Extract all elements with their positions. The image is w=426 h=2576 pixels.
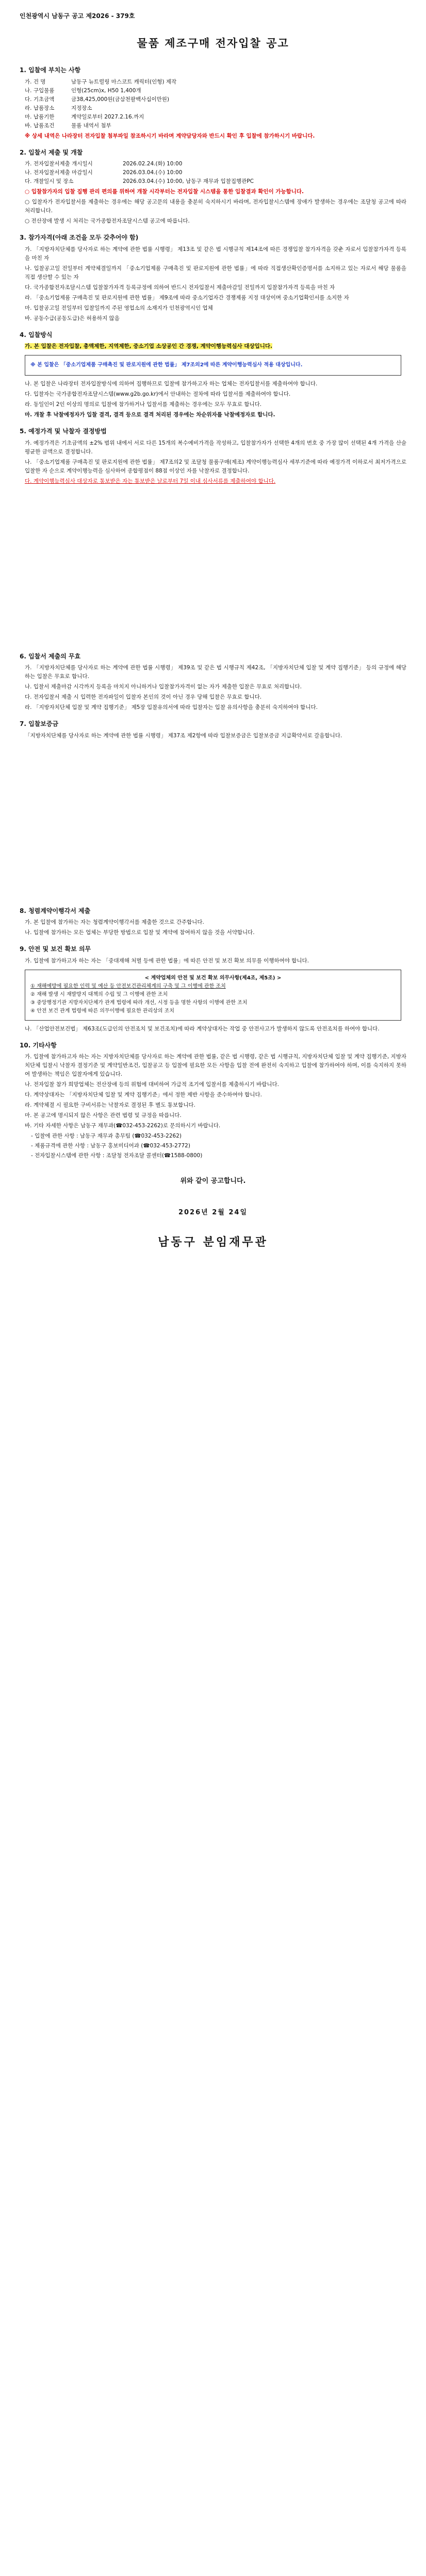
s1-row-value: 지정장소 xyxy=(71,105,92,111)
s3-p2: 나. 입찰공고일 전일부터 계약체결일까지 「중소기업제품 구매촉진 및 판로지원에 관한 법률」에 따라 직접생산확인증명서를 소지하고 있는 자로서 해당 물품을 직접 생산할 수 있는 자 xyxy=(25,265,406,280)
s2-row-key: 다. 개찰일시 및 장소 xyxy=(25,178,74,185)
s10-contact-3: - 전자입찰시스템에 관한 사항 : 조달청 전자조달 콜센터(☎1588-0800) xyxy=(31,1152,203,1159)
s3-p5: 마. 입찰공고일 전일부터 입찰일까지 주된 영업소의 소재지가 인천광역시인 업체 xyxy=(25,304,213,311)
s1-note: ※ 상세 내역은 나라장터 전자입찰 첨부파일 참조하시기 바라며 계약담당자와 반드시 확인 후 입찰에 참가하시기 바랍니다. xyxy=(25,132,315,139)
s1-row xyxy=(25,87,406,95)
s4-notice-box xyxy=(25,355,401,376)
section-3 xyxy=(20,233,406,323)
section-10-heading: 10. 기타사항 xyxy=(20,1041,57,1049)
notice-date: 2026년 2월 24일 xyxy=(178,1209,248,1216)
s1-row-key: 다. 기초금액 xyxy=(25,96,55,103)
s5-p3: 다. 계약이행능력심사 대상자로 통보받은 자는 통보받은 날로부터 7일 이내 심사서류를 제출하여야 합니다. xyxy=(25,478,276,484)
section-6 xyxy=(20,652,406,712)
section-1 xyxy=(20,65,406,140)
s3-p4: 라. 「중소기업제품 구매촉진 및 판로지원에 관한 법률」 제9조에 따라 중소기업자간 경쟁제품 지정 대상이며 중소기업확인서를 소지한 자 xyxy=(25,294,349,301)
s2-row xyxy=(25,177,406,186)
s2-row xyxy=(25,168,406,177)
s2-p3: ○ 전산장애 발생 시 처리는 국가종합전자조달시스템 공고에 따릅니다. xyxy=(25,218,190,225)
document-title: 물품 제조구매 전자입찰 공고 xyxy=(137,37,289,50)
s1-row-value: 계약일로부터 2027.2.16.까지 xyxy=(71,113,144,120)
section-5-heading: 5. 예정가격 및 낙찰자 결정방법 xyxy=(20,428,107,435)
s2-row-value: 2026.03.04.(수) 10:00, 남동구 재무과 입찰집행관PC xyxy=(123,178,254,185)
s4-p4: 다. 입찰자는 국가종합전자조달시스템(www.g2b.go.kr)에서 안내하는 절차에 따라 입찰서를 제출하여야 합니다. xyxy=(25,391,291,398)
page-gap xyxy=(20,493,406,648)
s1-row-value: 금38,425,000원(금삼천팔백사십이만원) xyxy=(71,96,170,103)
s1-row xyxy=(25,113,406,122)
s1-row-value: 인형(25cm)x, H50 1,400개 xyxy=(71,87,141,94)
s9-box-item: ① 재해예방에 필요한 인력 및 예산 등 안전보건관리체계의 구축 및 그 이행에 관한 조치 xyxy=(30,983,226,989)
s4-p3: 나. 본 입찰은 나라장터 전자입찰방식에 의하여 집행하므로 입찰에 참가하고자 하는 업체는 전자입찰서를 제출하여야 합니다. xyxy=(25,381,318,387)
s1-row-key: 가. 건 명 xyxy=(25,78,46,85)
s2-row-value: 2026.03.04.(수) 10:00 xyxy=(123,170,183,176)
s9-box-item: ④ 안전 보건 관계 법령에 따른 의무이행에 필요한 관리상의 조치 xyxy=(30,1008,175,1014)
closing-text: 위와 같이 공고합니다. xyxy=(180,1177,246,1185)
section-9 xyxy=(20,944,406,1033)
s10-p6: 바. 기타 자세한 사항은 남동구 재무과(☎032-453-2262)로 문의하시기 바랍니다. xyxy=(25,1122,221,1129)
s6-p2: 나. 입찰서 제출마감 시각까지 등록을 마치지 아니하거나 입찰참가자격이 없는 자가 제출한 입찰은 무효로 처리합니다. xyxy=(25,684,302,690)
section-5 xyxy=(20,427,406,485)
section-8-heading: 8. 청렴계약이행각서 제출 xyxy=(20,907,91,914)
s6-p1: 가. 「지방자치단체를 당사자로 하는 계약에 관한 법률 시행령」 제39조 및 같은 법 시행규칙 제42조, 「지방자치단체 입찰 및 계약 집행기준」 등의 규정에 해당하는 입찰은 무효로 합니다. xyxy=(25,665,406,680)
s2-p2: ○ 입찰자가 전자입찰서를 제출하는 경우에는 해당 공고문의 내용을 충분히 숙지하시기 바라며, 전자입찰시스템에 장애가 발생하는 경우에는 조달청 공고에 따라 처리합니다. xyxy=(25,199,406,214)
s2-rows xyxy=(20,160,406,186)
issuing-organization: 남동구 분임재무관 xyxy=(158,1236,268,1249)
s4-p2: ※ 본 입찰은 「중소기업제품 구매촉진 및 판로지원에 관한 법률」 제7조의2에 따른 계약이행능력심사 적용 대상입니다. xyxy=(30,362,303,368)
s2-row-key: 나. 전자입찰서제출 마감일시 xyxy=(25,170,93,176)
s8-p1: 가. 본 입찰에 참가하는 자는 청렴계약이행각서를 제출한 것으로 간주합니다. xyxy=(25,919,204,926)
section-4-heading: 4. 입찰방식 xyxy=(20,331,53,338)
s10-p3: 다. 계약상대자는 「지방자치단체 입찰 및 계약 집행기준」에서 정한 제반 사항을 준수하여야 합니다. xyxy=(25,1091,262,1098)
s10-p2: 나. 전자입찰 참가 희망업체는 전산장애 등의 위험에 대비하여 가급적 조기에 입찰서를 제출하시기 바랍니다. xyxy=(25,1081,280,1088)
s3-p6: 바. 공동수급(공동도급)은 허용하지 않음 xyxy=(25,315,120,321)
section-1-heading: 1. 입찰에 부치는 사항 xyxy=(20,66,81,74)
s9-p1: 가. 입찰에 참가하고자 하는 자는 「중대재해 처벌 등에 관한 법률」에 따른 안전 및 보건 확보 의무를 이행하여야 합니다. xyxy=(25,957,309,964)
s2-row xyxy=(25,160,406,168)
s1-row xyxy=(25,104,406,113)
s9-box-title: < 계약업체의 안전 및 보건 확보 의무사항(제4조, 제5조) > xyxy=(144,975,282,981)
s9-box-item: ③ 중앙행정기관 지방자치단체가 관계 법령에 따라 개선, 시정 등을 명한 사항의 이행에 관한 조치 xyxy=(30,1000,248,1006)
s7-p1: 「지방자치단체를 당사자로 하는 계약에 관한 법률 시행령」 제37조 제2항에 따라 입찰보증금은 입찰보증금 지급확약서로 갈음합니다. xyxy=(25,732,342,739)
page-gap-2 xyxy=(20,748,406,902)
s3-p3: 다. 국가종합전자조달시스템 입찰참가자격 등록규정에 의하여 반드시 전자입찰서 제출마감일 전일까지 입찰참가자격 등록을 마친 자 xyxy=(25,284,335,291)
s5-p1: 가. 예정가격은 기초금액의 ±2% 범위 내에서 서로 다른 15개의 복수예비가격을 작성하고, 입찰참가자가 선택한 4개의 번호 중 가장 많이 선택된 4개 가격을 산술평균한 금액으로 결정합니다. xyxy=(25,439,406,455)
s4-p6: 마. 개찰 후 낙찰예정자가 입찰 결격, 결격 등으로 결격 처리된 경우에는 차순위자를 낙찰예정자로 합니다. xyxy=(25,412,275,418)
s1-row-key: 바. 납품조건 xyxy=(25,122,55,129)
section-4 xyxy=(20,330,406,420)
section-7 xyxy=(20,719,406,740)
s8-p2: 나. 입찰에 참가하는 모든 업체는 부당한 방법으로 입찰 및 계약에 참여하지 않을 것을 서약합니다. xyxy=(25,929,255,936)
s10-contact-2: - 제품규격에 관한 사항 : 남동구 홍보미디어과 (☎032-453-2772) xyxy=(31,1142,190,1149)
section-2-heading: 2. 입찰서 제출 및 개찰 xyxy=(20,148,83,156)
s1-row xyxy=(25,78,406,87)
s1-rows xyxy=(20,78,406,130)
s2-row-value: 2026.02.24.(화) 10:00 xyxy=(123,161,183,167)
s2-p1: ○ 입찰참가자의 입찰 집행 관리 편의를 위하여 개찰 시각부터는 전자입찰 시스템을 통한 입찰결과 확인이 가능합니다. xyxy=(25,189,304,195)
section-3-heading: 3. 참가자격(아래 조건을 모두 갖추어야 함) xyxy=(20,234,139,242)
section-8 xyxy=(20,906,406,937)
s3-p1: 가. 「지방자치단체를 당사자로 하는 계약에 관한 법률 시행령」 제13조 및 같은 법 시행규칙 제14조에 따른 경쟁입찰 참가자격을 갖춘 자로서 입찰참가자격 등록을 마친 자 xyxy=(25,246,406,261)
s9-p2: 나. 「산업안전보건법」 제63조(도급인의 안전조치 및 보건조치)에 따라 계약상대자는 작업 중 안전사고가 발생하지 않도록 안전조치를 하여야 합니다. xyxy=(25,1025,380,1032)
s10-p1: 가. 입찰에 참가하고자 하는 자는 지방자치단체를 당사자로 하는 계약에 관한 법률, 같은 법 시행령, 같은 법 시행규칙, 지방자치단체 입찰 및 계약 집행기준, 지방자치단체 입찰시 낙찰자 결정기준 및 계약일반조건, 입찰공고 등 입찰에 필요한 모든 사항을 입찰 전에 완전히 숙지하고 입찰에 참가하여야 하며, 이를 숙지하지 못하여 발생하는 책임은 입찰자에게 있습니다. xyxy=(25,1053,406,1077)
s10-p5: 마. 본 공고에 명시되지 않은 사항은 관련 법령 및 규정을 따릅니다. xyxy=(25,1112,182,1118)
s10-p4: 라. 계약체결 시 필요한 구비서류는 낙찰자로 결정된 후 별도 통보합니다. xyxy=(25,1101,195,1108)
s1-row xyxy=(25,122,406,130)
s1-row-key: 나. 구입물품 xyxy=(25,87,55,94)
s5-p2: 나. 「중소기업제품 구매촉진 및 판로지원에 관한 법률」 제7조의2 및 조달청 물품구매(제조) 계약이행능력심사 세부기준에 따라 예정가격 이하로서 최저가격으로 입찰한 자 순으로 계약이행능력을 심사하여 종합평점이 88점 이상인 자를 낙찰자로 결정합니다. xyxy=(25,459,406,474)
s2-row-key: 가. 전자입찰서제출 개시일시 xyxy=(25,161,93,167)
s1-row-value: 남동구 뉴트럴링 마스코트 캐릭터(인형) 제작 xyxy=(71,78,177,85)
section-10 xyxy=(20,1041,406,1160)
s9-duty-box xyxy=(25,970,401,1021)
s9-box-item: ② 재해 발생 시 재발방지 대책의 수립 및 그 이행에 관한 조치 xyxy=(30,991,168,997)
s1-row-key: 마. 납품기한 xyxy=(25,113,55,120)
s1-row xyxy=(25,95,406,104)
section-6-heading: 6. 입찰서 제출의 무효 xyxy=(20,652,81,660)
document-number: 인천광역시 남동구 공고 제2026 - 379호 xyxy=(20,12,135,20)
section-7-heading: 7. 입찰보증금 xyxy=(20,720,59,728)
s4-p5: 라. 동일인이 2인 이상의 명의로 입찰에 참가하거나 입찰서를 제출하는 경우에는 모두 무효로 합니다. xyxy=(25,401,262,408)
s1-row-key: 라. 납품장소 xyxy=(25,105,55,111)
s10-contact-1: - 입찰에 관한 사항 : 남동구 재무과 총무팀 (☎032-453-2262) xyxy=(31,1132,182,1139)
section-2 xyxy=(20,148,406,226)
s6-p3: 다. 전자입찰서 제출 시 입력한 전자파일이 입찰자 본인의 것이 아닌 경우 당해 입찰은 무효로 합니다. xyxy=(25,694,262,701)
s6-p4: 라. 「지방자치단체 입찰 및 계약 집행기준」 제5장 입찰유의서에 따라 입찰자는 입찰 유의사항을 충분히 숙지하여야 합니다. xyxy=(25,704,318,711)
s9-box-items xyxy=(30,982,396,1016)
s4-p1: 가. 본 입찰은 전자입찰, 총액제한, 지역제한, 중소기업 소상공인 간 경쟁, 계약이행능력심사 대상입니다. xyxy=(25,343,273,350)
s1-row-value: 물품 내역서 첨부 xyxy=(71,122,111,129)
section-9-heading: 9. 안전 및 보건 확보 의무 xyxy=(20,945,91,953)
